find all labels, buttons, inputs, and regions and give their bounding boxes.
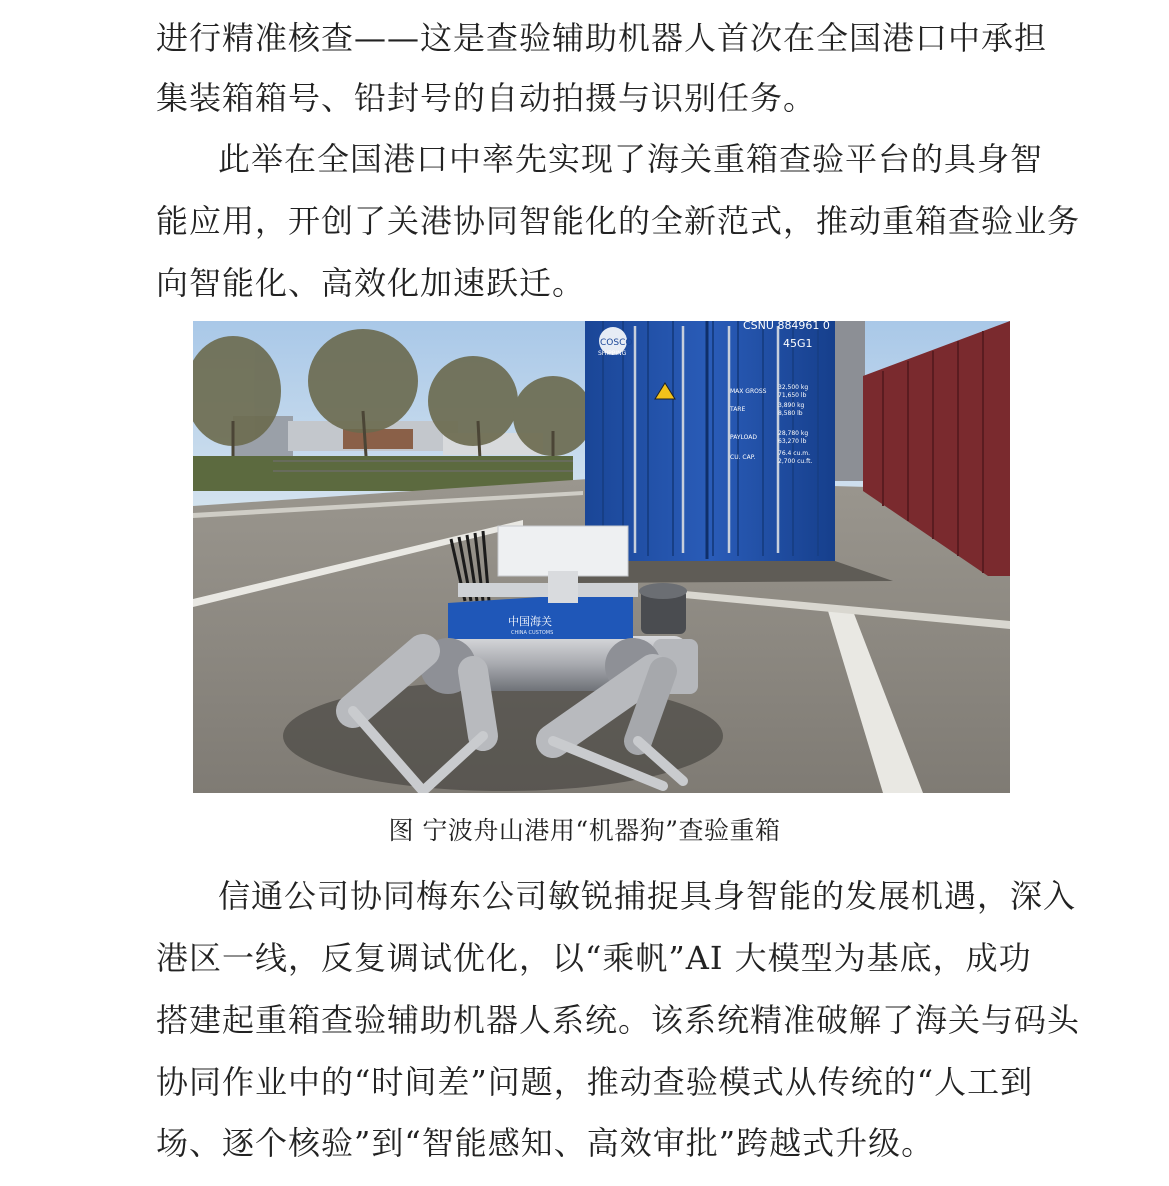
weight-label: MAX GROSS xyxy=(730,388,767,395)
weight-label: TARE xyxy=(730,406,746,413)
paragraph-line: 集装箱箱号、铅封号的自动拍摄与识别任务。 xyxy=(156,79,817,117)
robot-dog-photo xyxy=(193,321,1010,793)
weight-kg: 76.4 cu.m. xyxy=(778,450,811,457)
container-number: CSNU 884961 0 xyxy=(743,321,830,332)
paragraph-line: 港区一线，反复调试优化，以“乘帆”AI 大模型为基底，成功 xyxy=(156,939,1032,977)
weight-label: PAYLOAD xyxy=(730,434,758,441)
weight-lb: 2,700 cu.ft. xyxy=(778,458,813,465)
weight-kg: 32,500 kg xyxy=(778,384,809,391)
paragraph-line: 搭建起重箱查验辅助机器人系统。该系统精准破解了海关与码头 xyxy=(156,1001,1081,1039)
paragraph-line: 此举在全国港口中率先实现了海关重箱查验平台的具身智 xyxy=(218,140,1044,178)
container-brand: COSCO xyxy=(600,338,633,348)
paragraph-line: 向智能化、高效化加速跃迁。 xyxy=(156,264,586,302)
container-type: 45G1 xyxy=(783,337,813,350)
robot-logo: 中国海关 xyxy=(508,615,552,628)
paragraph-line: 进行精准核查——这是查验辅助机器人首次在全国港口中承担 xyxy=(156,19,1048,57)
grey-container xyxy=(835,321,865,481)
robot-lidar-top xyxy=(639,583,687,599)
paragraph-line: 场、逐个核验”到“智能感知、高效审批”跨越式升级。 xyxy=(156,1124,935,1162)
paragraph-line: 信通公司协同梅东公司敏锐捕捉具身智能的发展机遇，深入 xyxy=(218,877,1077,915)
robot-logo-sub: CHINA CUSTOMS xyxy=(511,630,554,636)
weight-kg: 3,890 kg xyxy=(778,402,805,409)
container-brand-sub: SHIPPING xyxy=(598,350,627,357)
weight-lb: 8,580 lb xyxy=(778,410,803,417)
robot-camera xyxy=(498,526,628,576)
figure-caption: 图 宁波舟山港用“机器狗”查验重箱 xyxy=(388,816,781,845)
weight-kg: 28,780 kg xyxy=(778,430,809,437)
weight-lb: 71,650 lb xyxy=(778,392,807,399)
robot-camera-mount xyxy=(548,571,578,603)
weight-label: CU. CAP. xyxy=(730,454,756,461)
paragraph-line: 协同作业中的“时间差”问题，推动查验模式从传统的“人工到 xyxy=(156,1063,1034,1101)
weight-lb: 63,270 lb xyxy=(778,438,807,445)
paragraph-line: 能应用，开创了关港协同智能化的全新范式，推动重箱查验业务 xyxy=(156,202,1081,240)
